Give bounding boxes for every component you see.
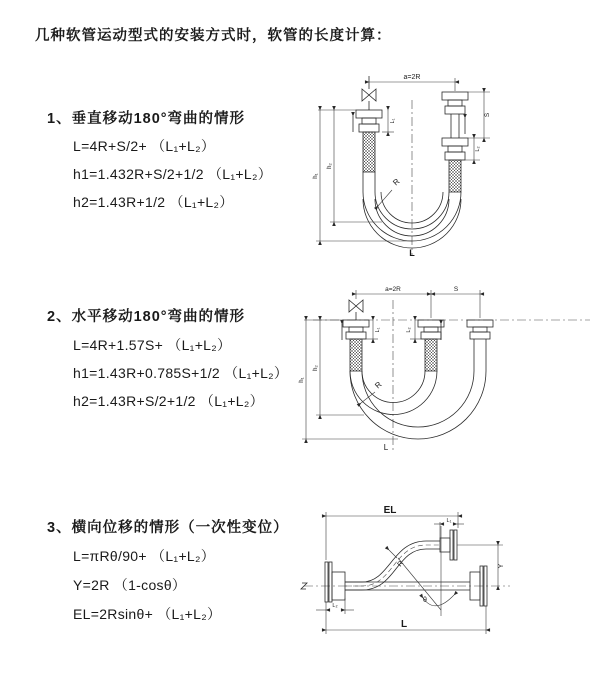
dim-label-h1: h₁	[313, 173, 319, 179]
section-3-formula-EL: EL=2Rsinθ+ （L₁+L₂）	[73, 606, 222, 622]
section-1-formula-h1: h1=1.432R+S/2+1/2 （L₁+L₂）	[73, 166, 273, 182]
dim-label-l: L	[409, 248, 415, 258]
braided-hose-right	[449, 160, 461, 192]
dim-label-a2r: a=2R	[403, 74, 421, 81]
diagram-vertical-180-bend	[312, 70, 600, 260]
section-3-formula-L: L=πRθ/90+ （L₁+L₂）	[73, 548, 216, 564]
fitting-1	[343, 320, 369, 371]
dim-label-h2: h₂	[313, 365, 319, 371]
valve-icon	[362, 76, 376, 110]
dimension-l1	[434, 518, 464, 538]
section-2-formula-h2: h2=1.43R+S/2+1/2 （L₁+L₂）	[73, 393, 264, 409]
diagram-horizontal-180-bend	[298, 282, 598, 454]
section-2-formula-L: L=4R+1.57S+ （L₁+L₂）	[73, 337, 232, 353]
dim-label-theta: θ	[423, 597, 427, 604]
section-2-formula-h1: h1=1.43R+0.785S+1/2 （L₁+L₂）	[73, 365, 289, 381]
left-fitting	[356, 110, 382, 192]
section-3-formula-Y: Y=2R （1-cosθ）	[73, 577, 187, 593]
dimension-l1	[382, 110, 396, 132]
fitting-3	[467, 320, 493, 371]
braided-hose-2	[425, 339, 437, 371]
dimension-l2	[316, 598, 354, 614]
angle-theta	[398, 526, 454, 616]
dimension-l1	[362, 320, 381, 339]
braided-hose-left	[363, 132, 375, 172]
right-fitting	[442, 92, 468, 192]
braided-hose-1	[350, 339, 362, 371]
hose-u-bends	[350, 371, 486, 439]
fitting-2	[418, 320, 444, 371]
dimension-s	[468, 92, 491, 138]
hose-displaced-position	[345, 541, 440, 590]
section-2-heading: 2、水平移动180°弯曲的情形	[47, 309, 246, 325]
dim-label-r: R	[391, 176, 402, 188]
valve-icon	[349, 300, 363, 320]
document-title: 几种软管运动型式的安装方式时，软管的长度计算：	[35, 28, 392, 44]
dim-label-l1: L₁	[375, 327, 381, 333]
dimension-l2	[461, 138, 481, 160]
dim-label-h2: h₂	[327, 163, 333, 169]
dim-label-l1: L₁	[446, 518, 452, 524]
dim-label-a2r: a=2R	[385, 286, 401, 293]
dimension-l2	[406, 320, 425, 339]
dimension-a2r	[369, 74, 455, 91]
left-flange	[325, 562, 345, 602]
dim-label-r: R	[396, 559, 406, 569]
dimension-y	[457, 545, 505, 586]
dim-label-y: Y	[498, 563, 505, 569]
dim-label-l2: L₂	[406, 327, 412, 333]
dim-label-l2: L₂	[475, 146, 481, 152]
dim-label-s: S	[484, 112, 491, 118]
dimension-s	[431, 286, 480, 294]
radius-callout	[389, 550, 405, 568]
radius-callout	[378, 177, 402, 206]
section-1-heading: 1、垂直移动180°弯曲的情形	[47, 111, 246, 127]
diagram-lateral-displacement	[298, 498, 600, 648]
dimension-el	[326, 505, 458, 560]
dim-label-h1: h₁	[299, 377, 305, 383]
section-3-heading: 3、横向位移的情形（一次性变位）	[47, 520, 289, 536]
dimension-a2r	[356, 286, 480, 318]
dim-label-l: L	[400, 619, 408, 630]
dim-label-l: L	[383, 443, 389, 452]
dim-label-r: R	[373, 379, 384, 391]
dimension-h1	[313, 110, 412, 241]
dim-label-s: S	[453, 286, 459, 293]
dim-label-el: EL	[383, 505, 397, 516]
upper-flange	[440, 530, 457, 560]
section-1-formula-L: L=4R+S/2+ （L₁+L₂）	[73, 138, 216, 154]
dim-label-l1: L₁	[390, 118, 396, 124]
section-1-formula-h2: h2=1.43R+1/2 （L₁+L₂）	[73, 194, 234, 210]
dim-label-l2: L₂	[332, 603, 338, 609]
dimension-h1	[299, 320, 398, 439]
